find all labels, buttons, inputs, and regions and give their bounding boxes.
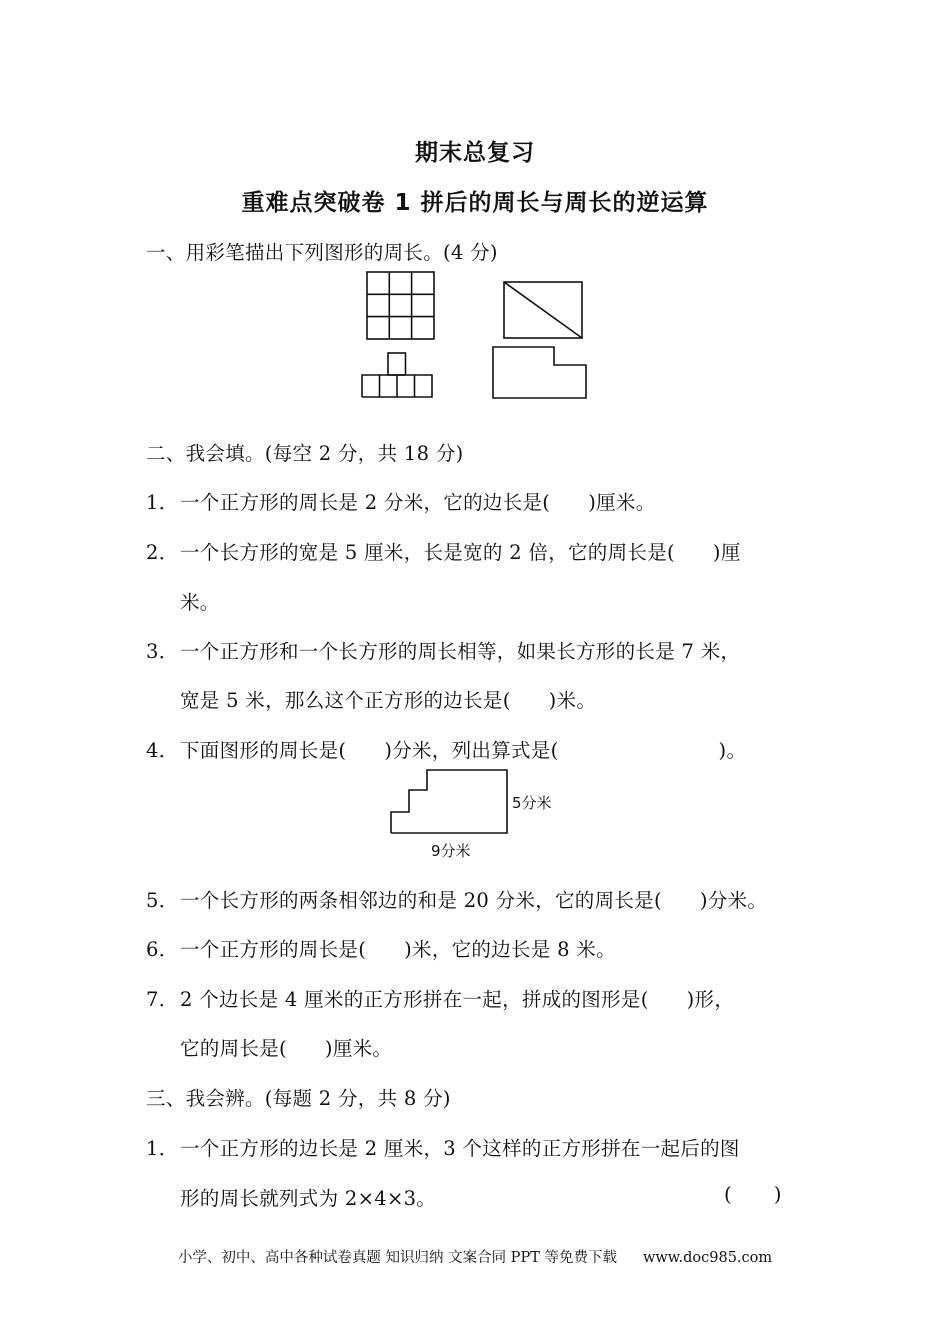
question-2-4	[146, 735, 746, 763]
stacked-squares-figure	[362, 353, 434, 399]
paren-open: (	[724, 1183, 732, 1206]
question-text: 它的周长是(	[180, 1037, 287, 1060]
question-text: )米，它的边长是 8 米。	[404, 938, 616, 961]
question-number: 4．	[146, 739, 179, 762]
question-text: )厘米。	[588, 491, 656, 514]
grid-3x3-figure	[367, 272, 435, 340]
question-2-3-cont	[180, 685, 596, 713]
question-text: )分米，列出算式是(	[384, 739, 559, 762]
question-2-3	[146, 636, 740, 664]
question-text: 一个长方形的两条相邻边的和是 20 分米，它的周长是(	[180, 889, 662, 912]
rectangle-diagonal-figure	[504, 282, 584, 340]
question-text: 2 个边长是 4 厘米的正方形拼在一起，拼成的图形是(	[180, 988, 649, 1011]
page-title: 期末总复习	[415, 140, 535, 166]
question-text: 一个正方形的边长是 2 厘米，3 个这样的正方形拼在一起后的图	[180, 1137, 740, 1160]
question-text: )。	[718, 739, 747, 762]
question-text: 宽是 5 米，那么这个正方形的边长是(	[180, 689, 511, 712]
staircase-figure	[391, 769, 511, 835]
footer-url[interactable]: www.doc985.com	[642, 1250, 773, 1266]
judgement-paren[interactable]	[724, 1183, 782, 1206]
question-number: 7．	[146, 988, 179, 1011]
width-label: 9分米	[431, 842, 471, 860]
section2-heading: 二、我会填。(每空 2 分，共 18 分)	[146, 442, 464, 465]
question-number: 5．	[146, 889, 179, 912]
question-text: )米。	[548, 689, 597, 712]
height-label: 5分米	[512, 794, 552, 812]
question-text: )厘米。	[324, 1037, 393, 1060]
question-number: 2．	[146, 541, 179, 564]
question-text: 一个长方形的宽是 5 厘米，长是宽的 2 倍，它的周长是(	[180, 541, 675, 564]
footer-text: 小学、初中、高中各种试卷真题 知识归纳 文案合同 PPT 等免费下载	[177, 1250, 617, 1266]
question-2-2-cont: 米。	[180, 591, 220, 614]
section1-heading: 一、用彩笔描出下列图形的周长。(4 分)	[146, 241, 498, 264]
question-2-7	[146, 984, 734, 1012]
question-text: 一个正方形的周长是 2 分米，它的边长是(	[180, 491, 551, 514]
question-text: 一个正方形和一个长方形的周长相等，如果长方形的长是 7 米，	[180, 640, 741, 663]
question-2-5	[146, 885, 767, 913]
question-2-1	[146, 487, 656, 515]
paren-close: )	[773, 1183, 782, 1206]
question-text: )形，	[686, 988, 735, 1011]
question-3-1	[146, 1133, 740, 1161]
question-text: 一个正方形的周长是(	[180, 938, 367, 961]
page-subtitle: 重难点突破卷 1 拼后的周长与周长的逆运算	[241, 190, 709, 216]
footer	[0, 1246, 950, 1267]
l-shape-figure	[493, 347, 589, 401]
section3-heading: 三、我会辨。(每题 2 分，共 8 分)	[146, 1087, 451, 1110]
question-number: 1．	[146, 1137, 179, 1160]
question-text: )分米。	[699, 889, 768, 912]
question-2-2	[146, 537, 741, 565]
question-3-1-cont: 形的周长就列式为 2×4×3。	[180, 1187, 437, 1210]
question-number: 3．	[146, 640, 179, 663]
question-2-6	[146, 934, 616, 962]
question-2-7-cont	[180, 1033, 392, 1061]
question-number: 1．	[146, 491, 179, 514]
question-number: 6．	[146, 938, 179, 961]
question-text: 下面图形的周长是(	[180, 739, 347, 762]
question-text: )厘	[712, 541, 741, 564]
